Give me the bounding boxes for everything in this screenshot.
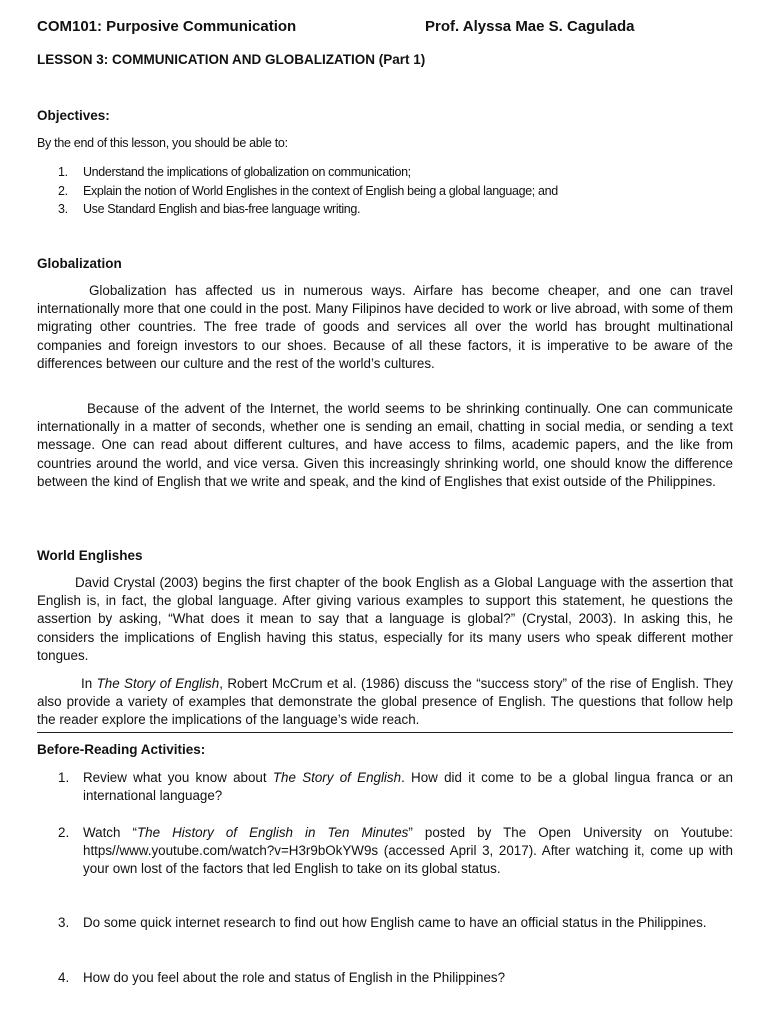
activity-text: Review what you know about xyxy=(83,770,273,785)
lesson-title: LESSON 3: COMMUNICATION AND GLOBALIZATION (Part 1) xyxy=(37,52,426,67)
activity-text: ” posted by The Open University on Youtube: https//www.youtube.com/watch?v=H3r9bOkYW9s (accessed April 3, 2017). After watching it, come up with your own lost of the factors that led English to take on its global status. xyxy=(83,825,733,877)
list-text: Explain the notion of World Englishes in the context of English being a global language; and xyxy=(83,183,558,198)
list-item xyxy=(37,163,733,182)
world-englishes-heading: World Englishes xyxy=(37,548,143,563)
book-title: The Story of English xyxy=(272,770,402,785)
list-text: How do you feel about the role and status of English in the Philippines? xyxy=(83,970,506,985)
paragraph-text: Because of the advent of the Internet, the world seems to be shrinking continually. One can communicate internationally in a matter of seconds, whether one is sending an email, chatting in social media, or sending a text message. One can read about different cultures, and have access to films, academic papers, and the like from countries around the world, and vice versa. Given this increasingly shrinking world, one should know the difference between the kind of English that we write and speak, and the kind of Englishes that exist outside of the Philippines. xyxy=(37,401,733,489)
list-number: 2. xyxy=(58,825,70,840)
activity-text: . How did it come to be a global lingua franca or an international language? xyxy=(83,770,734,804)
paragraph-text: , Robert McCrum et al. (1986) discuss the “success story” of the rise of English. They also provide a variety of examples that demonstrate the global presence of English. The questions that follow help the reader explore the implications of the language’s wide reach. xyxy=(37,676,733,728)
globalization-paragraph-2 xyxy=(37,400,733,491)
list-item xyxy=(37,200,733,219)
list-item xyxy=(37,914,733,932)
before-reading-heading: Before-Reading Activities: xyxy=(37,742,206,757)
list-item xyxy=(37,182,733,201)
book-title: The Story of English xyxy=(96,676,220,691)
globalization-paragraph-1 xyxy=(37,282,733,373)
list-number: 3. xyxy=(58,915,70,930)
paragraph-text: Globalization has affected us in numerous ways. Airfare has become cheaper, and one can travel internationally more that one could in the post. Many Filipinos have decided to work or live abroad, with some of them migrating other countries. The free trade of goods and services all over the world has brought multinational companies and foreign investors to our shoes. Because of all these factors, it is imperative to be aware of the differences between our culture and the rest of the world’s cultures. xyxy=(37,283,733,371)
objectives-intro: By the end of this lesson, you should be able to: xyxy=(37,136,288,150)
list-number: 1. xyxy=(58,165,68,179)
objectives-list xyxy=(37,163,733,219)
activity-text: Watch “ xyxy=(83,825,137,840)
list-number: 1. xyxy=(58,770,70,785)
world-englishes-paragraph-1 xyxy=(37,574,733,665)
course-title: COM101: Purposive Communication xyxy=(37,18,297,35)
section-divider xyxy=(37,732,733,733)
world-englishes-paragraph-2 xyxy=(37,675,733,730)
list-number: 2. xyxy=(58,183,68,198)
globalization-heading: Globalization xyxy=(37,256,122,271)
objectives-heading: Objectives: xyxy=(37,108,110,123)
list-number: 4. xyxy=(58,970,70,985)
professor-name: Prof. Alyssa Mae S. Cagulada xyxy=(425,18,635,35)
document-header xyxy=(37,18,733,40)
document-page xyxy=(37,18,734,985)
list-text xyxy=(83,769,733,805)
list-text xyxy=(83,824,733,879)
list-item xyxy=(37,969,733,987)
list-text: Do some quick internet research to find out how English came to have an official status in the Philippines. xyxy=(83,915,707,930)
list-text: Use Standard English and bias-free language writing. xyxy=(83,202,361,216)
list-item xyxy=(37,824,733,879)
paragraph-text: David Crystal (2003) begins the first chapter of the book English as a Global Language with the assertion that English is, in fact, the global language. After giving various examples to support this statement, he questions the assertion by asking, “What does it mean to say that a language is global?” (Crystal, 2003). In asking this, he considers the implications of English having this status, especially for its many users who speak different mother tongues. xyxy=(37,575,733,663)
list-text: Understand the implications of globalization on communication; xyxy=(83,165,411,179)
list-number: 3. xyxy=(58,202,68,216)
video-title: The History of English in Ten Minutes xyxy=(136,825,409,840)
list-item xyxy=(37,769,733,805)
paragraph-text: In xyxy=(81,676,97,691)
